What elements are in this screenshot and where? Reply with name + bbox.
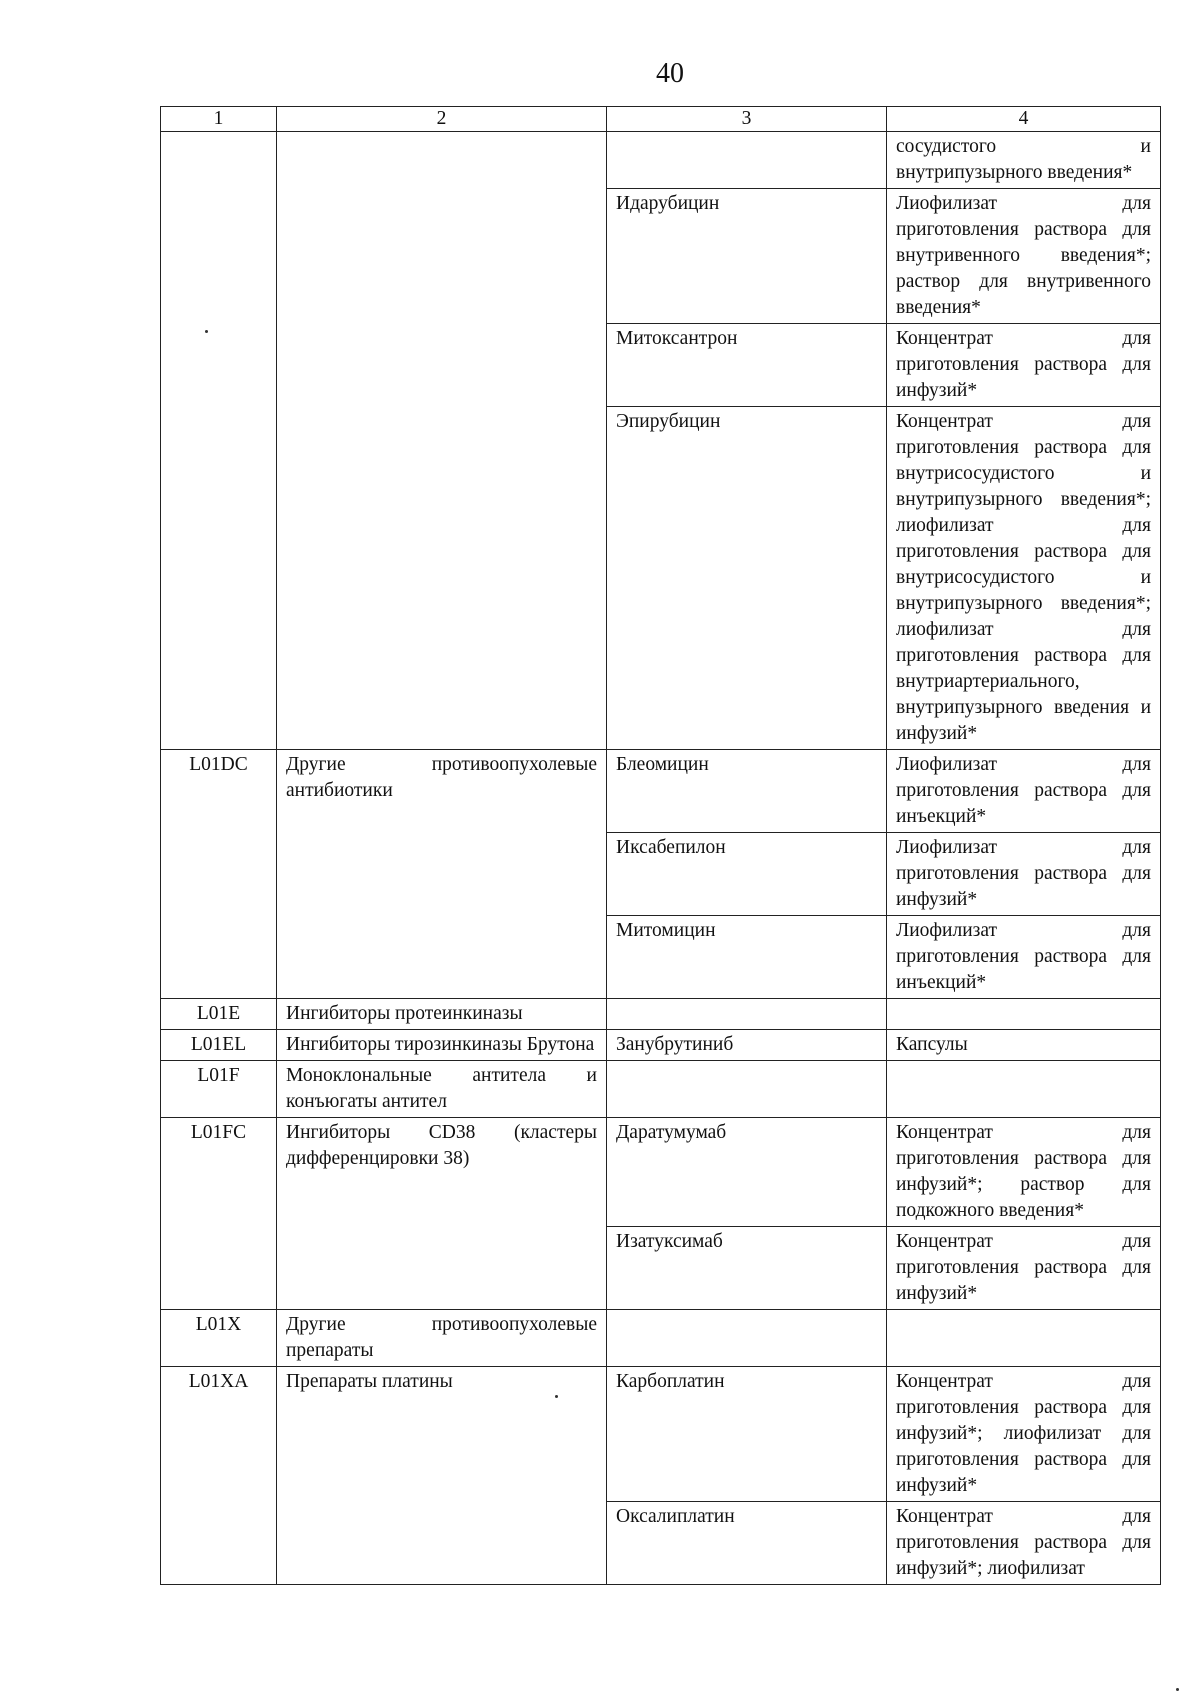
dosage-form-cell: Лиофилизат для приготовления раствора для инфузий* [887, 833, 1161, 916]
table-row [161, 1310, 1161, 1367]
drug-cell: Изатуксимаб [607, 1227, 887, 1310]
group-cell: Ингибиторы CD38 (кластеры дифференцировки 38) [277, 1118, 607, 1310]
drug-cell: Даратумумаб [607, 1118, 887, 1227]
dosage-form-cell: Концентрат для приготовления раствора для инфузий*; лиофилизат для приготовления раствора для инфузий* [887, 1367, 1161, 1502]
atc-code-cell: L01F [161, 1061, 277, 1118]
drug-cell: Блеомицин [607, 750, 887, 833]
table-row [161, 1030, 1161, 1061]
dosage-form-cell: Лиофилизат для приготовления раствора для инъекций* [887, 750, 1161, 833]
table-row [161, 999, 1161, 1030]
header-col-3: 3 [607, 107, 887, 132]
header-col-1: 1 [161, 107, 277, 132]
scan-speck [1176, 1688, 1179, 1691]
dosage-form-cell: Концентрат для приготовления раствора для инфузий* [887, 1227, 1161, 1310]
group-cell: Другие противоопухолевые препараты [277, 1310, 607, 1367]
dosage-form-cell: Концентрат для приготовления раствора для внутрисосудистого и внутрипузырного введения*; лиофилизат для приготовления раствора для внутрисосудистого и внутрипузырного введения*; лиофилизат для приготовления раствора для внутриартериального, внутрипузырного введения и инфузий* [887, 407, 1161, 750]
drug-cell: Митоксантрон [607, 324, 887, 407]
dosage-form-cell: сосудистого и внутрипузырного введения* [887, 132, 1161, 189]
dosage-form-cell [887, 1310, 1161, 1367]
atc-code-cell: L01DC [161, 750, 277, 999]
group-cell: Другие противоопухолевые антибиотики [277, 750, 607, 999]
group-cell [277, 132, 607, 750]
table-row [161, 132, 1161, 189]
table-header [161, 107, 1161, 132]
table-row [161, 1118, 1161, 1227]
drug-table [160, 106, 1161, 1585]
table-row [161, 1367, 1161, 1502]
drug-cell [607, 1061, 887, 1118]
group-cell: Ингибиторы протеинкиназы [277, 999, 607, 1030]
dosage-form-cell: Лиофилизат для приготовления раствора для инъекций* [887, 916, 1161, 999]
drug-cell: Оксалиплатин [607, 1502, 887, 1585]
table-body [161, 132, 1161, 1585]
scan-speck [205, 330, 208, 333]
atc-code-cell: L01EL [161, 1030, 277, 1061]
atc-code-cell: L01X [161, 1310, 277, 1367]
scan-speck [555, 1395, 558, 1398]
drug-cell: Идарубицин [607, 189, 887, 324]
group-cell: Препараты платины [277, 1367, 607, 1585]
page-number: 40 [656, 58, 684, 89]
atc-code-cell: L01FC [161, 1118, 277, 1310]
drug-cell: Карбоплатин [607, 1367, 887, 1502]
atc-code-cell: L01E [161, 999, 277, 1030]
dosage-form-cell: Концентрат для приготовления раствора для инфузий*; раствор для подкожного введения* [887, 1118, 1161, 1227]
drug-cell: Занубрутиниб [607, 1030, 887, 1061]
drug-cell: Митомицин [607, 916, 887, 999]
header-col-2: 2 [277, 107, 607, 132]
dosage-form-cell: Концентрат для приготовления раствора для инфузий* [887, 324, 1161, 407]
drug-cell [607, 132, 887, 189]
table-row [161, 750, 1161, 833]
dosage-form-cell [887, 1061, 1161, 1118]
drug-cell [607, 1310, 887, 1367]
header-col-4: 4 [887, 107, 1161, 132]
dosage-form-cell: Капсулы [887, 1030, 1161, 1061]
dosage-form-cell [887, 999, 1161, 1030]
drug-cell: Иксабепилон [607, 833, 887, 916]
dosage-form-cell: Лиофилизат для приготовления раствора для внутривенного введения*; раствор для внутривенного введения* [887, 189, 1161, 324]
group-cell: Ингибиторы тирозинкиназы Брутона [277, 1030, 607, 1061]
atc-code-cell [161, 132, 277, 750]
atc-code-cell: L01XA [161, 1367, 277, 1585]
group-cell: Моноклональные антитела и конъюгаты антител [277, 1061, 607, 1118]
drug-cell [607, 999, 887, 1030]
dosage-form-cell: Концентрат для приготовления раствора для инфузий*; лиофилизат [887, 1502, 1161, 1585]
drug-cell: Эпирубицин [607, 407, 887, 750]
table-row [161, 1061, 1161, 1118]
